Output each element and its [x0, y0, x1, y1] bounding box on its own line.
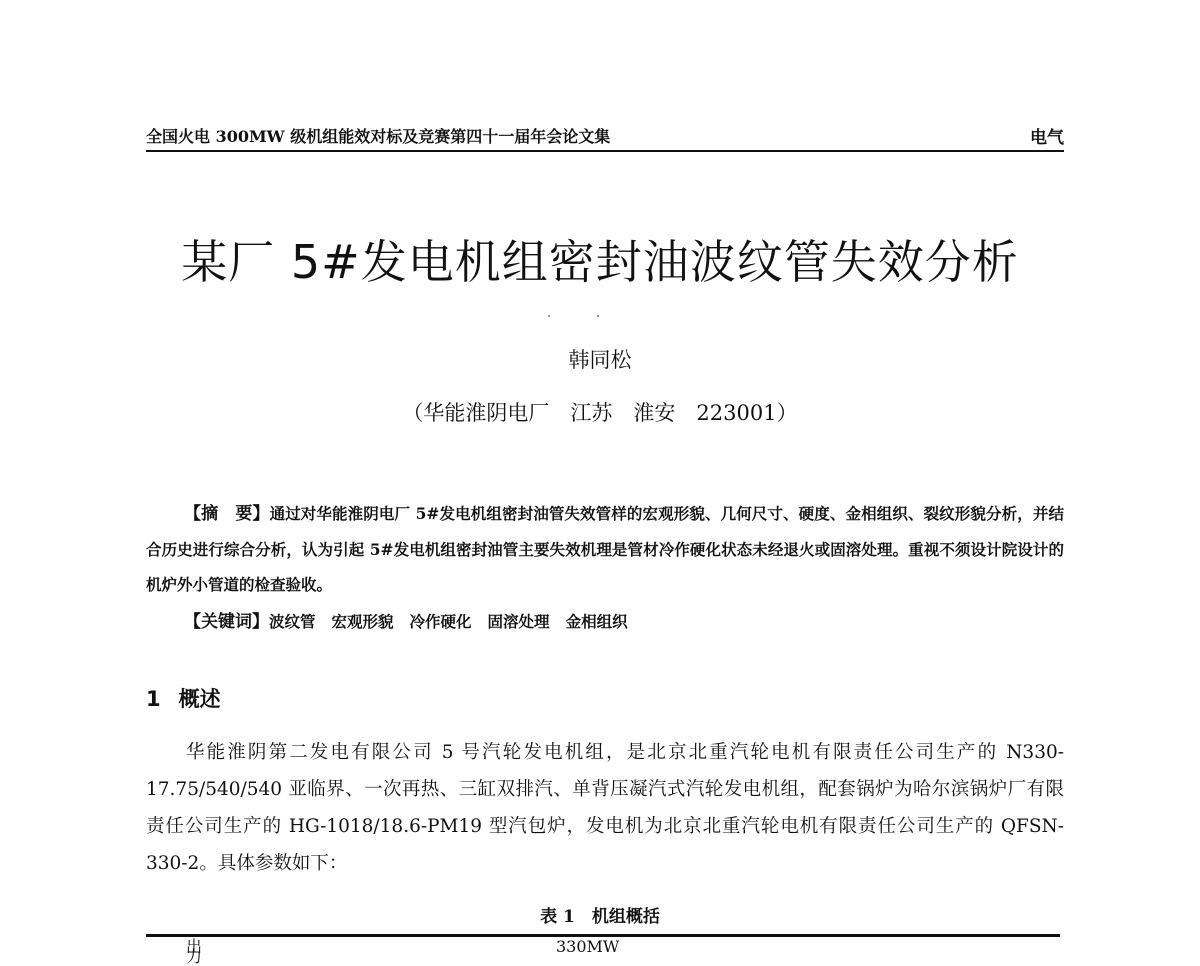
abstract [146, 496, 1064, 602]
keyword: 宏观形貌 [331, 612, 394, 631]
paper-title: 某厂 5#发电机组密封油波纹管失效分析 [181, 235, 1019, 289]
section-number: 1 [146, 687, 161, 711]
abstract-text: 通过对华能淮阴电厂 5#发电机组密封油管失效管样的宏观形貌、几何尺寸、硬度、金相组织、裂纹形貌分析，并结合历史进行综合分析，认为引起 5#发电机组密封油管主要失效机理是管材冷作硬化状态未经退火或固溶处理。重视不须设计院设计的机炉外小管道的检查验收。 [146, 504, 1064, 594]
scan-speck [548, 315, 550, 317]
keyword: 冷作硬化 [409, 612, 472, 631]
overview-paragraph: 华能淮阴第二发电有限公司 5 号汽轮发电机组，是北京北重汽轮电机有限责任公司生产的 N330-17.75/540/540 亚临界、一次再热、三缸双排汽、单背压凝汽式汽轮发电机组，配套锅炉为哈尔滨锅炉厂有限责任公司生产的 HG-1018/18.6-PM19 型汽包炉，发电机为北京北重汽轮电机有限责任公司生产的 QFSN-330-2。具体参数如下： [146, 742, 1064, 874]
keyword: 固溶处理 [487, 612, 550, 631]
keywords-label: 【关键词】 [184, 612, 269, 632]
section-title: 概述 [178, 687, 221, 711]
keyword: 波纹管 [269, 612, 316, 631]
keywords [184, 607, 644, 632]
table-caption: 表 1 机组概括 [540, 907, 660, 927]
scan-speck [597, 315, 599, 317]
running-header-section: 电气 [1030, 128, 1064, 148]
keyword: 金相组织 [565, 612, 628, 631]
author-name: 韩同松 [568, 348, 632, 372]
section-heading [146, 683, 221, 713]
table-cell-value: 330MW [556, 937, 620, 956]
table-cell-label: 出力 [186, 937, 203, 966]
author-affiliation: （华能淮阴电厂 江苏 淮安 223001） [402, 401, 798, 425]
running-header-proceedings-title: 全国火电 300MW 级机组能效对标及竞赛第四十一届年会论文集 [146, 127, 611, 146]
running-header [146, 122, 1064, 152]
abstract-label: 【摘 要】 [184, 504, 270, 524]
